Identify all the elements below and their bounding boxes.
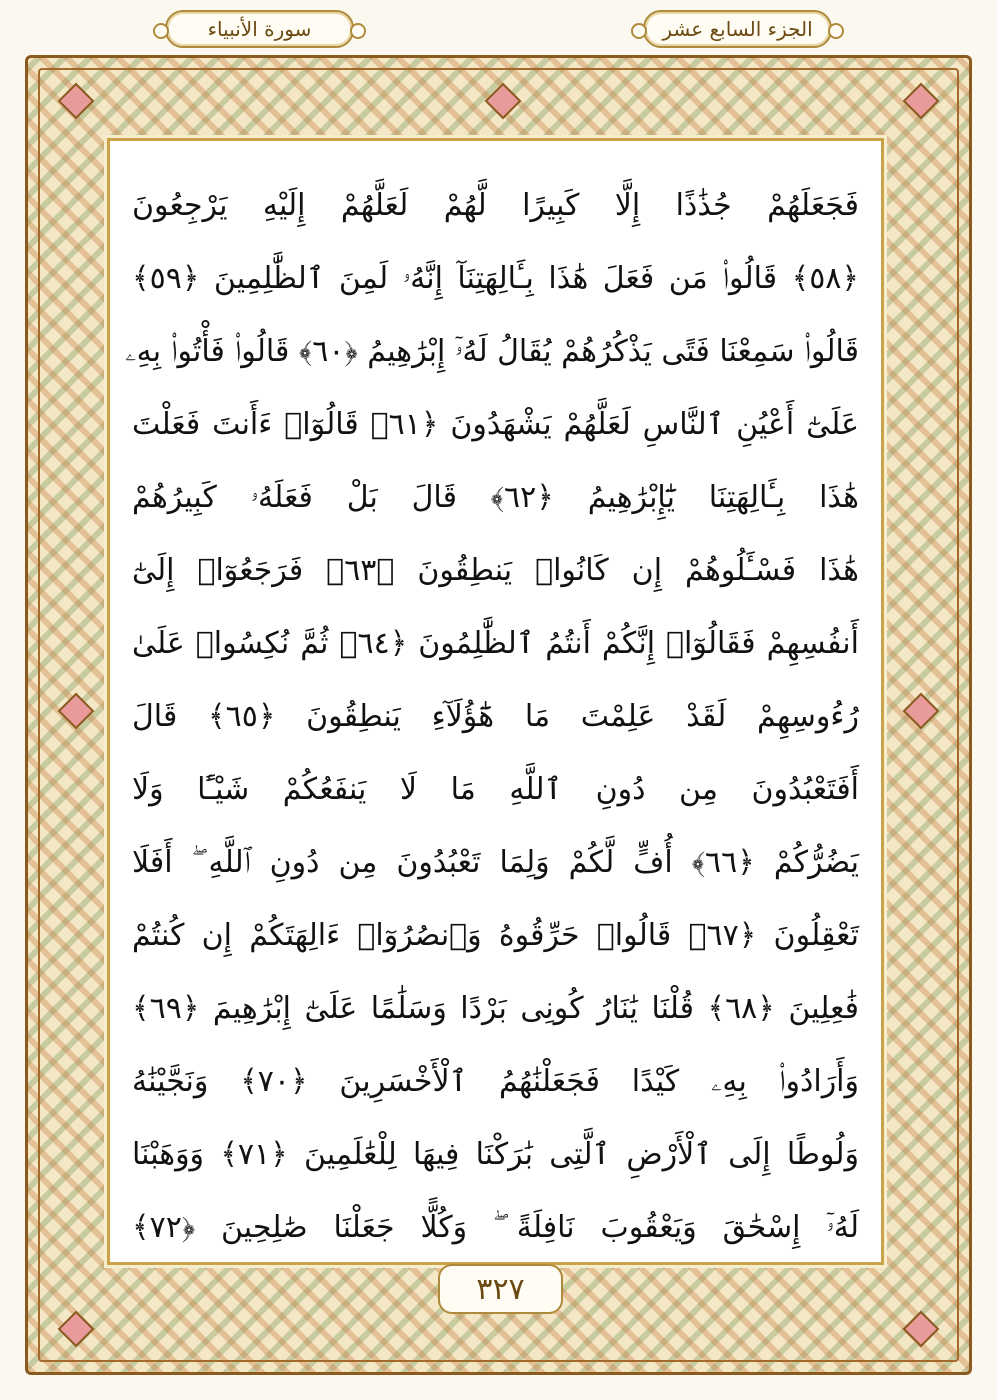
verse-lines <box>110 169 881 1264</box>
corner-ornament-icon <box>58 1311 95 1348</box>
verse-line: هَٰذَا بِـَٔالِهَتِنَا يَٰٓإِبْرَٰهِيمُ ﴿٦٢﴾ قَالَ بَلْ فَعَلَهُۥ كَبِيرُهُمْ <box>132 480 859 515</box>
corner-ornament-icon <box>58 83 95 120</box>
verse-line: وَلُوطًا إِلَى ٱلْأَرْضِ ٱلَّتِى بَٰرَكْنَا فِيهَا لِلْعَٰلَمِينَ ﴿٧١﴾ وَوَهَبْنَا <box>132 1137 859 1172</box>
border-ornament-icon <box>58 693 95 730</box>
corner-ornament-icon <box>903 83 940 120</box>
verse-line: تَعْقِلُونَ ﴿٦٧﴾ قَالُوا۟ حَرِّقُوهُ وَٱنصُرُوٓا۟ ءَالِهَتَكُمْ إِن كُنتُمْ <box>132 918 860 953</box>
verse-line: لَهُۥٓ إِسْحَٰقَ وَيَعْقُوبَ نَافِلَةً ۖ وَكُلًّا جَعَلْنَا صَٰلِحِينَ ﴿٧٢﴾ <box>132 1210 859 1245</box>
verse-line: رُءُوسِهِمْ لَقَدْ عَلِمْتَ مَا هَٰٓؤُلَآءِ يَنطِقُونَ ﴿٦٥﴾ قَالَ <box>132 699 859 734</box>
verse-line: أَنفُسِهِمْ فَقَالُوٓا۟ إِنَّكُمْ أَنتُمُ ٱلظَّٰلِمُونَ ﴿٦٤﴾ ثُمَّ نُكِسُوا۟ عَلَىٰ <box>132 626 859 661</box>
quran-text-panel <box>107 138 884 1265</box>
verse-line: فَجَعَلَهُمْ جُذَٰذًا إِلَّا كَبِيرًا لَّهُمْ لَعَلَّهُمْ إِلَيْهِ يَرْجِعُونَ <box>132 188 859 223</box>
verse-line: هَٰذَا فَسْـَٔلُوهُمْ إِن كَانُوا۟ يَنطِقُونَ ﴿٦٣﴾ فَرَجَعُوٓا۟ إِلَىٰٓ <box>132 553 859 588</box>
verse-line: فَٰعِلِينَ ﴿٦٨﴾ قُلْنَا يَٰنَارُ كُونِى بَرْدًا وَسَلَٰمًا عَلَىٰٓ إِبْرَٰهِيمَ ﴿٦٩﴾ <box>132 991 859 1026</box>
verse-line: أَفَتَعْبُدُونَ مِن دُونِ ٱللَّهِ مَا لَا يَنفَعُكُمْ شَيْـًٔا وَلَا <box>132 772 859 807</box>
verse-line: عَلَىٰٓ أَعْيُنِ ٱلنَّاسِ لَعَلَّهُمْ يَشْهَدُونَ ﴿٦١﴾ قَالُوٓا۟ ءَأَنتَ فَعَلْتَ <box>132 407 859 442</box>
surah-name-cartouche <box>165 10 354 48</box>
juz-name: الجزء السابع عشر <box>662 17 813 41</box>
page-number-label: ٣٢٧ <box>476 1271 525 1307</box>
surah-name: سورة الأنبياء <box>207 17 312 41</box>
verse-line: وَأَرَادُوا۟ بِهِۦ كَيْدًا فَجَعَلْنَٰهُمُ ٱلْأَخْسَرِينَ ﴿٧٠﴾ وَنَجَّيْنَٰهُ <box>132 1064 859 1099</box>
verse-line: يَضُرُّكُمْ ﴿٦٦﴾ أُفٍّ لَّكُمْ وَلِمَا تَعْبُدُونَ مِن دُونِ ٱللَّهِ ۖ أَفَلَا <box>132 845 860 880</box>
verse-line: ﴿٥٨﴾ قَالُوا۟ مَن فَعَلَ هَٰذَا بِـَٔالِهَتِنَآ إِنَّهُۥ لَمِنَ ٱلظَّٰلِمِينَ ﴿٥٩﴾ <box>132 261 859 296</box>
page-number <box>438 1264 563 1314</box>
border-ornament-icon <box>903 693 940 730</box>
verse-line: قَالُوا۟ سَمِعْنَا فَتًى يَذْكُرُهُمْ يُقَالُ لَهُۥٓ إِبْرَٰهِيمُ ﴿٦٠﴾ قَالُوا۟ فَأْتُوا۟ بِهِۦ <box>125 334 859 369</box>
border-ornament-icon <box>485 83 522 120</box>
juz-name-cartouche <box>643 10 832 48</box>
corner-ornament-icon <box>903 1311 940 1348</box>
